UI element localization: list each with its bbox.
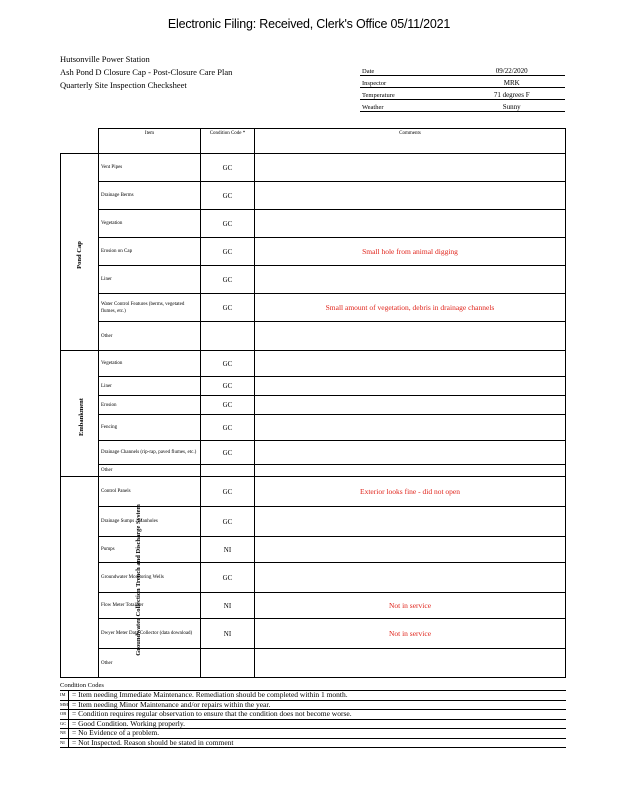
comment-cell xyxy=(255,351,566,377)
comment-cell xyxy=(255,210,566,238)
comment-cell xyxy=(255,563,566,593)
meta-value-date: 09/22/2020 xyxy=(458,64,565,76)
item-cell: Groundwater Monitoring Wells xyxy=(99,563,201,593)
table-row xyxy=(61,238,566,266)
condition-code-cell: GC xyxy=(201,154,255,182)
condition-codes-legend xyxy=(60,690,566,748)
group-label: Groundwater Collection Trench and Discharge System xyxy=(134,504,142,656)
condition-code-cell: GC xyxy=(201,377,255,396)
condition-code-row xyxy=(60,691,566,701)
condition-code-cell: GC xyxy=(201,210,255,238)
table-row xyxy=(61,294,566,322)
sheet-title: Quarterly Site Inspection Checksheet xyxy=(60,80,187,90)
item-cell: Erosion on Cap xyxy=(99,238,201,266)
condition-code-description: = Good Condition. Working properly. xyxy=(69,719,566,729)
item-cell: Drainage Sumps / Manholes xyxy=(99,507,201,537)
table-row xyxy=(61,154,566,182)
condition-code-cell: GC xyxy=(201,396,255,415)
condition-code-key: MM xyxy=(60,700,69,710)
meta-value-weather: Sunny xyxy=(458,100,565,112)
comment-cell: Small amount of vegetation, debris in drainage channels xyxy=(255,294,566,322)
item-cell: Drainage Berms xyxy=(99,182,201,210)
comment-cell: Small hole from animal digging xyxy=(255,238,566,266)
condition-code-row xyxy=(60,729,566,739)
condition-code-key: OB xyxy=(60,710,69,720)
item-cell: Vent Pipes xyxy=(99,154,201,182)
comment-cell xyxy=(255,377,566,396)
item-cell: Liner xyxy=(99,377,201,396)
comment-cell xyxy=(255,441,566,465)
condition-code-cell: GC xyxy=(201,182,255,210)
table-row xyxy=(61,465,566,477)
table-row xyxy=(61,210,566,238)
condition-code-key: GC xyxy=(60,719,69,729)
table-row xyxy=(61,377,566,396)
comment-cell: Not in service xyxy=(255,619,566,649)
item-cell: Dwyer Meter Data Collector (data download) xyxy=(99,619,201,649)
comment-cell xyxy=(255,396,566,415)
condition-code-cell: GC xyxy=(201,415,255,441)
condition-code-cell xyxy=(201,649,255,678)
condition-code-cell xyxy=(201,322,255,351)
group-label-cell xyxy=(61,351,99,477)
condition-code-description: = Item needing Immediate Maintenance. Remediation should be completed within 1 month. xyxy=(69,691,566,701)
column-header-code: Condition Code * xyxy=(201,129,255,154)
item-cell: Other xyxy=(99,465,201,477)
condition-code-cell: GC xyxy=(201,351,255,377)
comment-cell xyxy=(255,507,566,537)
condition-code-cell: NI xyxy=(201,619,255,649)
condition-code-cell: GC xyxy=(201,238,255,266)
column-header-item: Item xyxy=(99,129,201,154)
group-label: Embankment xyxy=(77,397,85,436)
condition-code-row xyxy=(60,700,566,710)
meta-label: Inspector xyxy=(360,76,458,88)
comment-cell: Exterior looks fine - did not open xyxy=(255,477,566,507)
item-cell: Water Control Features (berms, vegetated flumes, etc.) xyxy=(99,294,201,322)
meta-label: Temperature xyxy=(360,88,458,100)
table-row xyxy=(61,322,566,351)
condition-code-cell: GC xyxy=(201,563,255,593)
comment-cell xyxy=(255,649,566,678)
condition-code-description: = No Evidence of a problem. xyxy=(69,729,566,739)
table-row xyxy=(61,266,566,294)
item-cell: Liner xyxy=(99,266,201,294)
comment-cell xyxy=(255,266,566,294)
table-row xyxy=(61,477,566,507)
corner-cell xyxy=(61,129,99,154)
comment-cell xyxy=(255,322,566,351)
comment-cell xyxy=(255,154,566,182)
comment-cell xyxy=(255,465,566,477)
column-header-comments: Comments xyxy=(255,129,566,154)
table-row xyxy=(61,441,566,465)
condition-code-cell: NI xyxy=(201,593,255,619)
condition-code-key: NI xyxy=(60,738,69,748)
comment-cell xyxy=(255,415,566,441)
condition-code-cell xyxy=(201,465,255,477)
inspection-meta xyxy=(360,64,565,112)
condition-code-description: = Item needing Minor Maintenance and/or repairs within the year. xyxy=(69,700,566,710)
group-label: Pond Cap xyxy=(75,241,83,269)
table-row xyxy=(61,182,566,210)
item-cell: Other xyxy=(99,649,201,678)
meta-value-temperature: 71 degrees F xyxy=(458,88,565,100)
station-name: Hutsonville Power Station xyxy=(60,54,150,64)
meta-label: Date xyxy=(360,64,458,76)
condition-code-description: = Not Inspected. Reason should be stated in comment xyxy=(69,738,566,748)
item-cell: Erosion xyxy=(99,396,201,415)
condition-code-row xyxy=(60,719,566,729)
condition-code-row xyxy=(60,710,566,720)
table-row xyxy=(61,351,566,377)
comment-cell xyxy=(255,182,566,210)
condition-code-cell: GC xyxy=(201,441,255,465)
condition-codes-title: Condition Codes xyxy=(60,682,104,689)
item-cell: Vegetation xyxy=(99,210,201,238)
comment-cell xyxy=(255,537,566,563)
item-cell: Fencing xyxy=(99,415,201,441)
filing-stamp: Electronic Filing: Received, Clerk's Office 05/11/2021 xyxy=(167,17,451,31)
meta-value-inspector: MRK xyxy=(458,76,565,88)
comment-cell: Not in service xyxy=(255,593,566,619)
condition-code-cell: GC xyxy=(201,507,255,537)
condition-code-row xyxy=(60,738,566,748)
table-row xyxy=(61,415,566,441)
condition-code-cell: NI xyxy=(201,537,255,563)
table-row xyxy=(61,396,566,415)
condition-code-cell: GC xyxy=(201,294,255,322)
condition-code-key: NE xyxy=(60,729,69,739)
item-cell: Drainage Channels (rip-rap, paved flumes, etc.) xyxy=(99,441,201,465)
inspection-table xyxy=(60,128,566,678)
item-cell: Other xyxy=(99,322,201,351)
group-label-cell xyxy=(61,154,99,351)
plan-title: Ash Pond D Closure Cap - Post-Closure Care Plan xyxy=(60,67,233,77)
condition-code-description: = Condition requires regular observation to ensure that the condition does not become worse. xyxy=(69,710,566,720)
item-cell: Vegetation xyxy=(99,351,201,377)
condition-code-cell: GC xyxy=(201,477,255,507)
condition-code-cell: GC xyxy=(201,266,255,294)
item-cell: Pumps xyxy=(99,537,201,563)
item-cell: Flow Meter Totalizer xyxy=(99,593,201,619)
meta-label: Weather xyxy=(360,100,458,112)
condition-code-key: IM xyxy=(60,691,69,701)
item-cell: Control Panels xyxy=(99,477,201,507)
